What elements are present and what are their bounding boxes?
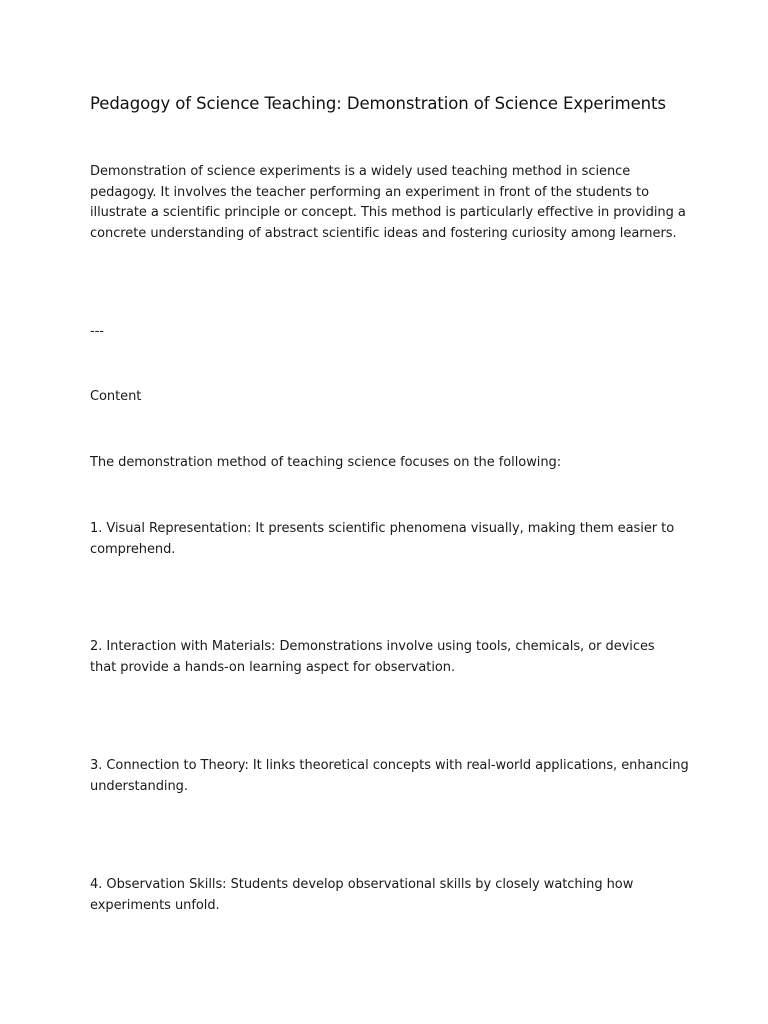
document-title: Pedagogy of Science Teaching: Demonstration of Science Experiments [90, 94, 666, 113]
list-item-interaction-with-materials: 2. Interaction with Materials: Demonstrations involve using tools, chemicals, or devices that provide a hands-on learning aspect for observation. [90, 639, 655, 675]
list-item-connection-to-theory: 3. Connection to Theory: It links theoretical concepts with real-world applications, enhancing understanding. [90, 758, 689, 794]
list-item-observation-skills: 4. Observation Skills: Students develop observational skills by closely watching how experiments unfold. [90, 877, 634, 913]
list-item-visual-representation: 1. Visual Representation: It presents scientific phenomena visually, making them easier to comprehend. [90, 521, 675, 557]
lead-paragraph: The demonstration method of teaching science focuses on the following: [90, 455, 562, 470]
section-heading: Content [90, 389, 142, 404]
section-divider: --- [90, 324, 104, 339]
intro-paragraph: Demonstration of science experiments is a widely used teaching method in science pedagogy. It involves the teacher performing an experiment in front of the students to illustrate a scientific principle or concept. This method is particularly effective in providing a concrete understanding of abstract scientific ideas and fostering curiosity among learners. [90, 164, 686, 241]
